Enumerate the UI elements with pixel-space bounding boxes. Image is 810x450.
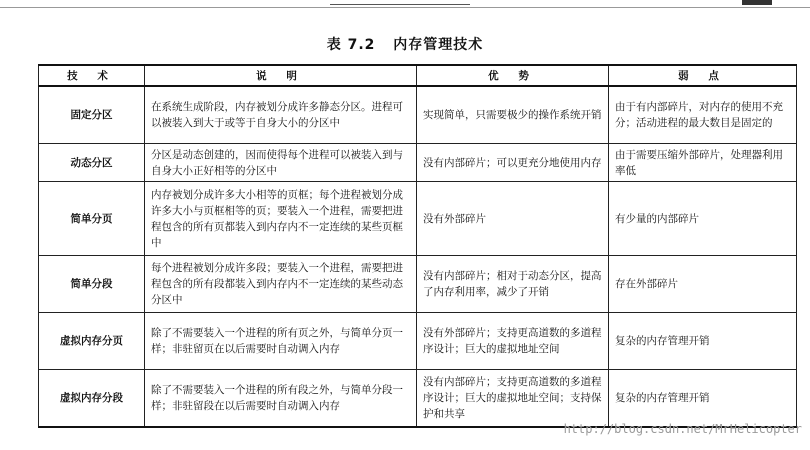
technique-cell: 简单分页 — [39, 182, 145, 256]
description-cell: 每个进程被划分成许多段；要装入一个进程，需要把进程包含的所有段都装入到内存内不一定连续的某些动态分区中 — [145, 256, 417, 313]
page-number-fragment — [742, 0, 772, 5]
header-technique: 技 术 — [39, 65, 145, 86]
description-cell: 分区是动态创建的，因而使得每个进程可以被装入到与自身大小正好相等的分区中 — [145, 144, 417, 182]
table-row — [39, 256, 797, 313]
description-cell: 除了不需要装入一个进程的所有段之外，与简单分段一样；非驻留段在以后需要时自动调入内存 — [145, 370, 417, 428]
advantage-cell: 实现简单，只需要极少的操作系统开销 — [417, 86, 609, 144]
header-advantage: 优 势 — [417, 65, 609, 86]
weakness-cell: 复杂的内存管理开销 — [609, 313, 797, 370]
technique-cell: 虚拟内存分段 — [39, 370, 145, 428]
technique-cell: 固定分区 — [39, 86, 145, 144]
table-title: 内存管理技术 — [393, 37, 484, 53]
top-page-edge — [0, 0, 810, 8]
table-caption — [0, 34, 810, 54]
technique-cell: 动态分区 — [39, 144, 145, 182]
memory-management-table — [38, 64, 797, 428]
page-header-fragment — [330, 0, 470, 5]
table-number: 表 7.2 — [326, 37, 376, 53]
weakness-cell: 存在外部碎片 — [609, 256, 797, 313]
table-row — [39, 370, 797, 428]
advantage-cell: 没有内部碎片；支持更高道数的多道程序设计；巨大的虚拟地址空间；支持保护和共享 — [417, 370, 609, 428]
advantage-cell: 没有内部碎片；相对于动态分区，提高了内存利用率，减少了开销 — [417, 256, 609, 313]
description-cell: 除了不需要装入一个进程的所有页之外，与简单分页一样；非驻留页在以后需要时自动调入内存 — [145, 313, 417, 370]
technique-cell: 虚拟内存分页 — [39, 313, 145, 370]
header-row — [39, 65, 797, 86]
description-cell: 在系统生成阶段，内存被划分成许多静态分区。进程可以被装入到大于或等于自身大小的分区中 — [145, 86, 417, 144]
watermark-url: http://blog.csdn.net/MrHelicopter — [563, 422, 802, 436]
weakness-cell: 由于有内部碎片，对内存的使用不充分；活动进程的最大数目是固定的 — [609, 86, 797, 144]
advantage-cell: 没有外部碎片 — [417, 182, 609, 256]
header-weakness: 弱 点 — [609, 65, 797, 86]
table-row — [39, 86, 797, 144]
table-row — [39, 313, 797, 370]
weakness-cell: 由于需要压缩外部碎片，处理器利用率低 — [609, 144, 797, 182]
weakness-cell: 有少量的内部碎片 — [609, 182, 797, 256]
advantage-cell: 没有内部碎片；可以更充分地使用内存 — [417, 144, 609, 182]
header-description: 说 明 — [145, 65, 417, 86]
description-cell: 内存被划分成许多大小相等的页框；每个进程被划分成许多大小与页框相等的页；要装入一个进程，需要把进程包含的所有页都装入到内存内不一定连续的某些页框中 — [145, 182, 417, 256]
technique-cell: 简单分段 — [39, 256, 145, 313]
advantage-cell: 没有外部碎片；支持更高道数的多道程序设计；巨大的虚拟地址空间 — [417, 313, 609, 370]
weakness-cell: 复杂的内存管理开销 — [609, 370, 797, 428]
table-row — [39, 182, 797, 256]
table-row — [39, 144, 797, 182]
